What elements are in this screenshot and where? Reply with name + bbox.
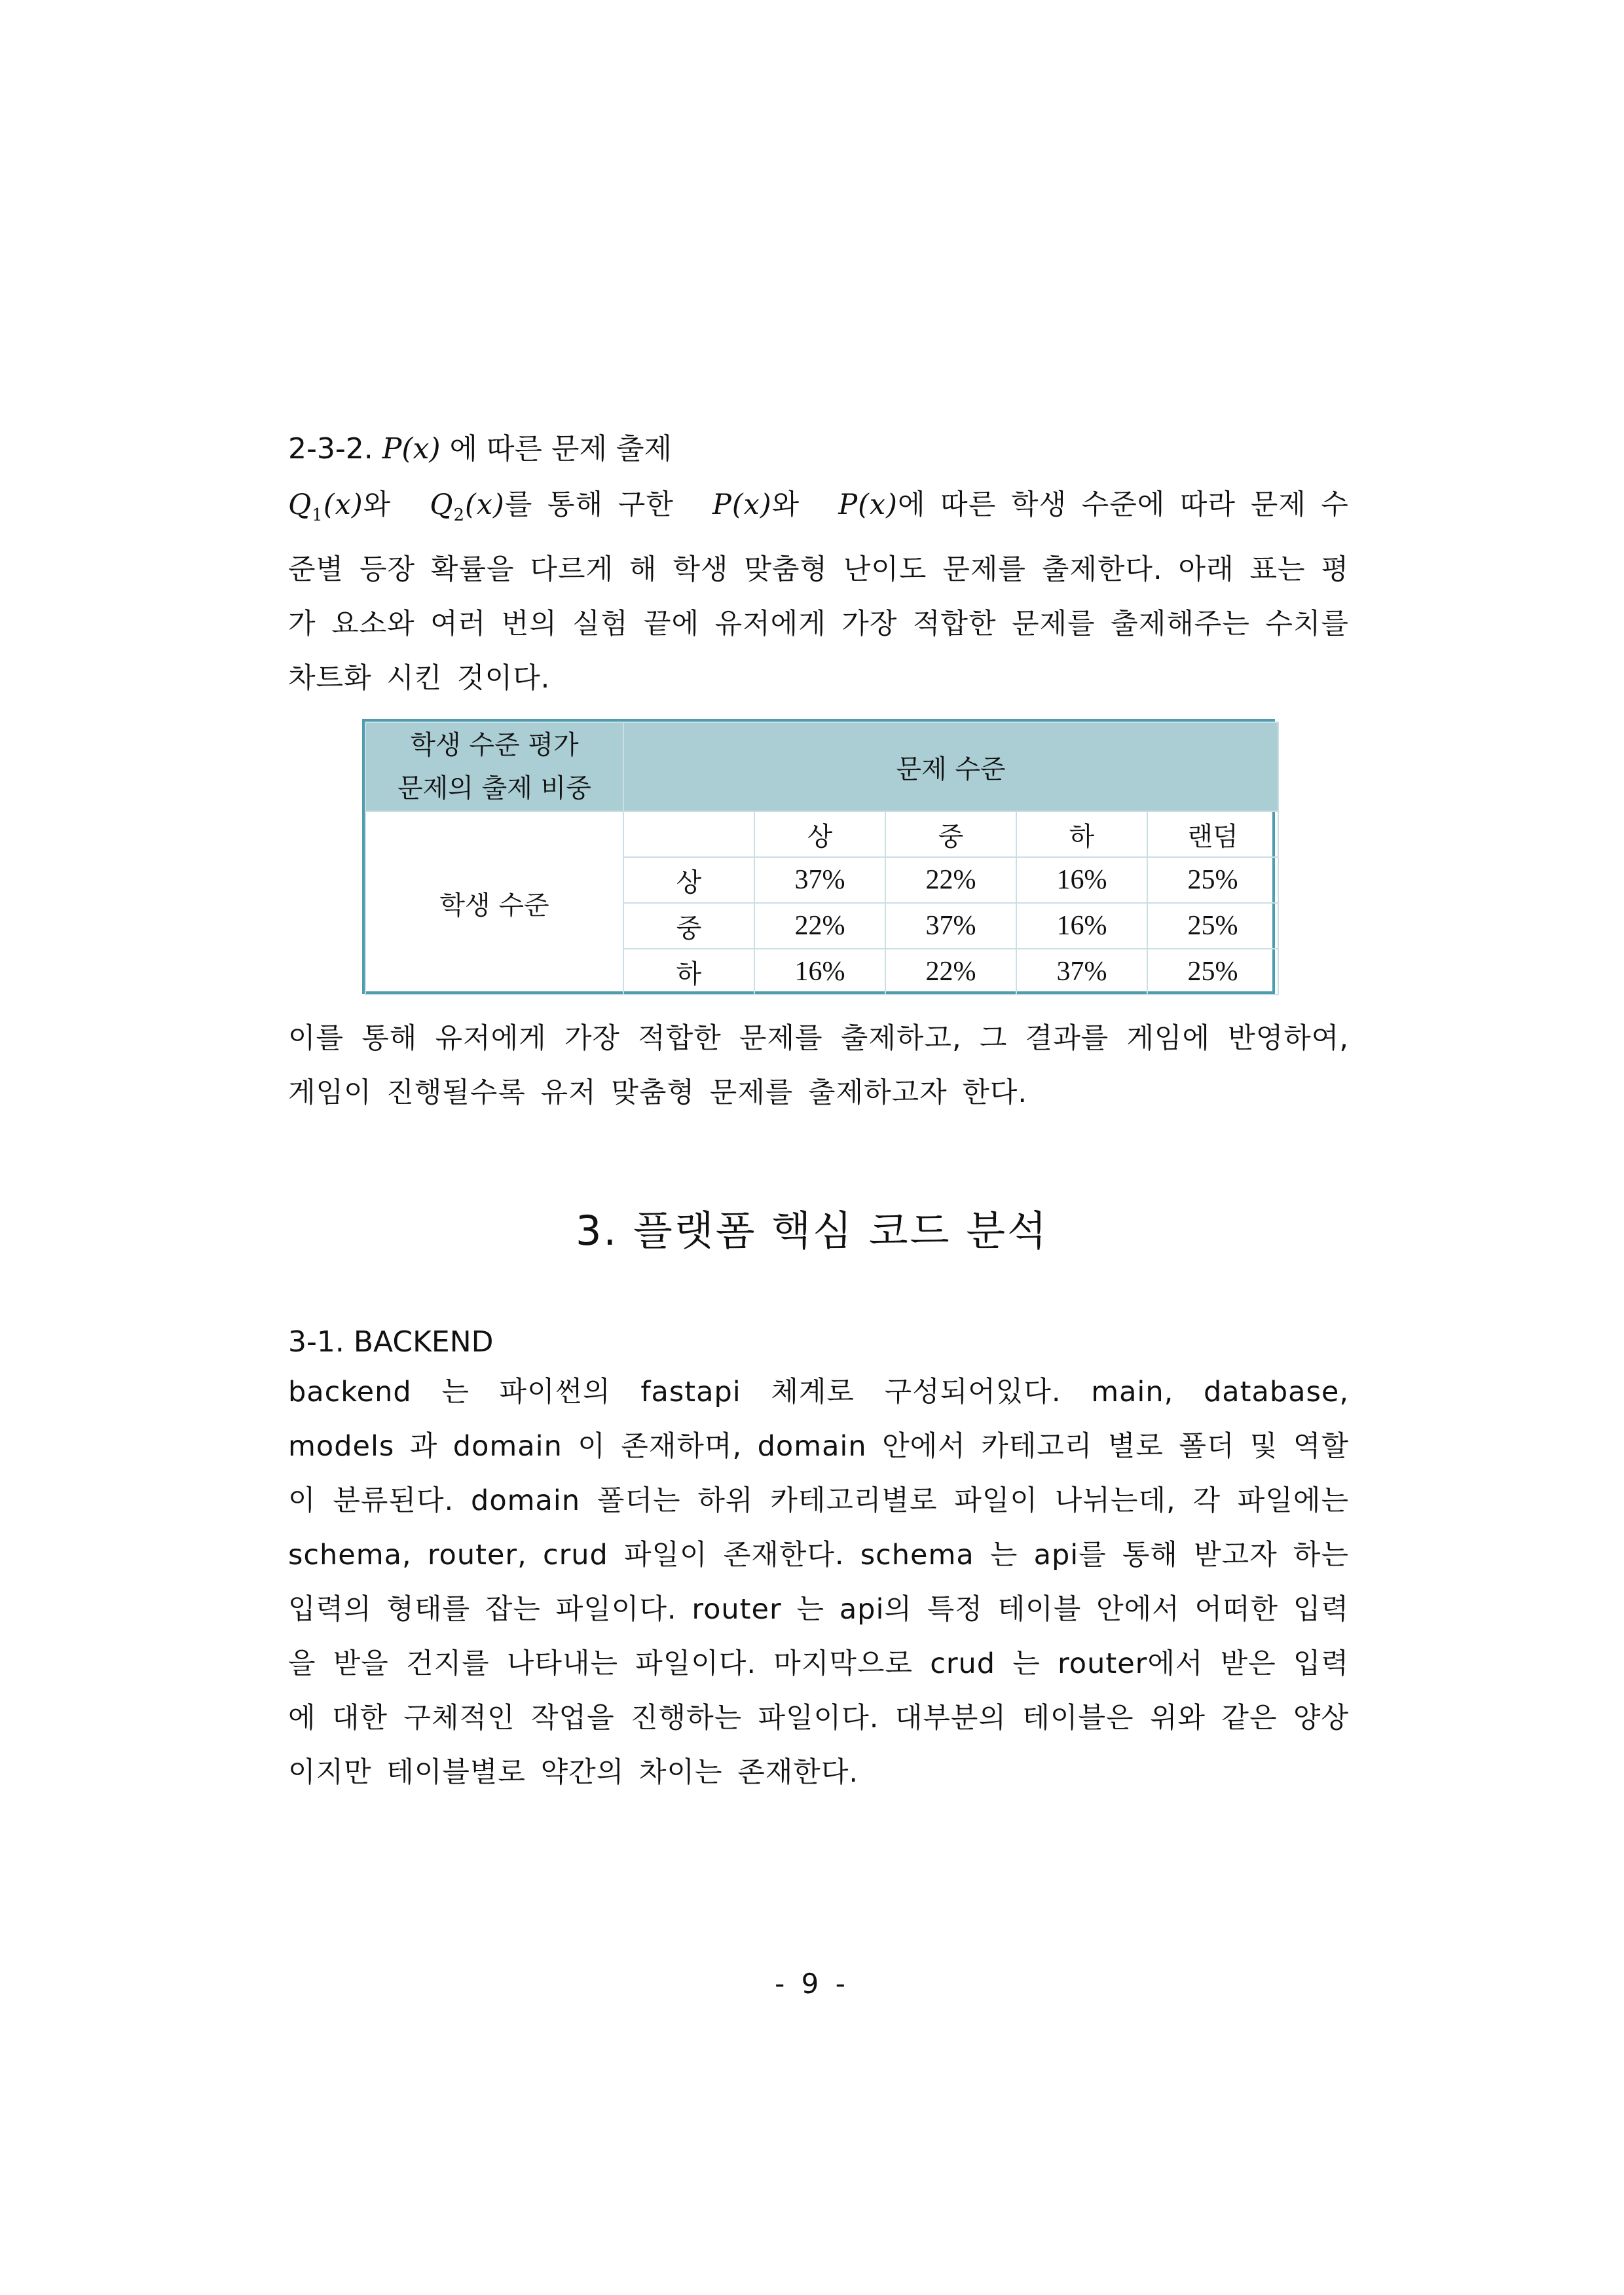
text-and2: 와 [771, 488, 800, 521]
row-label: 하 [623, 949, 754, 995]
column-group-header: 문제 수준 [623, 722, 1278, 811]
paragraph-probability [288, 478, 1349, 706]
table-corner-cell [365, 722, 623, 811]
text-according: 에 따른 학생 수준에 따라 문제 수 [897, 488, 1349, 521]
paragraph-first-line [288, 478, 1349, 543]
math-p2: P(x) [838, 488, 898, 521]
row-label: 중 [623, 903, 754, 949]
math-q2: $Q_2(x)$ [430, 488, 505, 525]
table-cell: 16% [1016, 857, 1147, 903]
table-cell: 25% [1147, 949, 1278, 995]
heading-math: P(x) [382, 432, 441, 466]
math-q1: $Q_1(x)$ [288, 488, 363, 525]
table-cell: 37% [1016, 949, 1147, 995]
paragraph-conclusion: 이를 통해 유저에게 가장 적합한 문제를 출제하고, 그 결과를 게임에 반영하여, 게임이 진행될수록 유저 맞춤형 문제를 출제하고자 한다. [288, 1022, 1349, 1109]
row-label: 상 [623, 857, 754, 903]
table-cell: 25% [1147, 903, 1278, 949]
column-header: 상 [754, 811, 885, 857]
text-through: 를 통해 구한 [504, 488, 674, 521]
heading-number: 2-3-2. [288, 432, 373, 466]
table-cell: 22% [885, 949, 1016, 995]
inline-math-group [712, 478, 800, 543]
section-heading-2-3-2 [288, 426, 672, 473]
paragraph-backend: backend 는 파이썬의 fastapi 체계로 구성되어있다. main, database, models 과 domain 이 존재하며, domain 안에서 카테고리 별로 폴더 및 역할이 분류된다. domain 폴더는 하위 카테고리별로 파일이 나뉘는데, 각 파일에는 schema, router, crud 파일이 존재한다. schema 는 api를 통해 받고자 하는 입력의 형태를 잡는 파일이다. router 는 api의 특정 테이블 안에서 어떠한 입력을 받을 건지를 나타내는 파일이다. 마지막으로 crud 는 router에서 받은 입력에 대한 구체적인 작업을 진행하는 파일이다. 대부분의 테이블은 위와 같은 양상이지만 테이블별로 약간의 차이는 존재한다. [288, 1376, 1349, 1789]
column-header: 중 [885, 811, 1016, 857]
page-number: - 9 - [775, 1968, 849, 2000]
table-cell: 25% [1147, 857, 1278, 903]
inline-math-group [838, 478, 1349, 543]
table-cell: 37% [754, 857, 885, 903]
inline-math-group [430, 478, 674, 543]
table-cell: 22% [885, 857, 1016, 903]
paragraph-rest: 준별 등장 확률을 다르게 해 학생 맞춤형 난이도 문제를 출제한다. 아래 표는 평가 요소와 여러 번의 실험 끝에 유저에게 가장 적합한 문제를 출제해주는 수치를 차트화 시킨 것이다. [288, 553, 1349, 695]
text-and: 와 [363, 488, 392, 521]
section-title: 3. 플랫폼 핵심 코드 분석 [575, 1207, 1048, 1255]
corner-line-1: 학생 수준 평가 [410, 730, 579, 760]
subsection-heading: 3-1. BACKEND [288, 1325, 494, 1359]
probability-table [362, 719, 1275, 994]
empty-header-cell [623, 811, 754, 857]
row-group-header: 학생 수준 [365, 811, 623, 995]
inline-math-group [288, 478, 391, 543]
table-cell: 22% [754, 903, 885, 949]
heading-text: 에 따른 문제 출제 [449, 432, 672, 466]
table-cell: 37% [885, 903, 1016, 949]
probability-table-grid [365, 722, 1279, 995]
table-cell: 16% [1016, 903, 1147, 949]
column-header: 랜덤 [1147, 811, 1278, 857]
table-cell: 16% [754, 949, 885, 995]
math-p1: P(x) [712, 488, 772, 521]
corner-line-2: 문제의 출제 비중 [397, 773, 591, 803]
column-header: 하 [1016, 811, 1147, 857]
